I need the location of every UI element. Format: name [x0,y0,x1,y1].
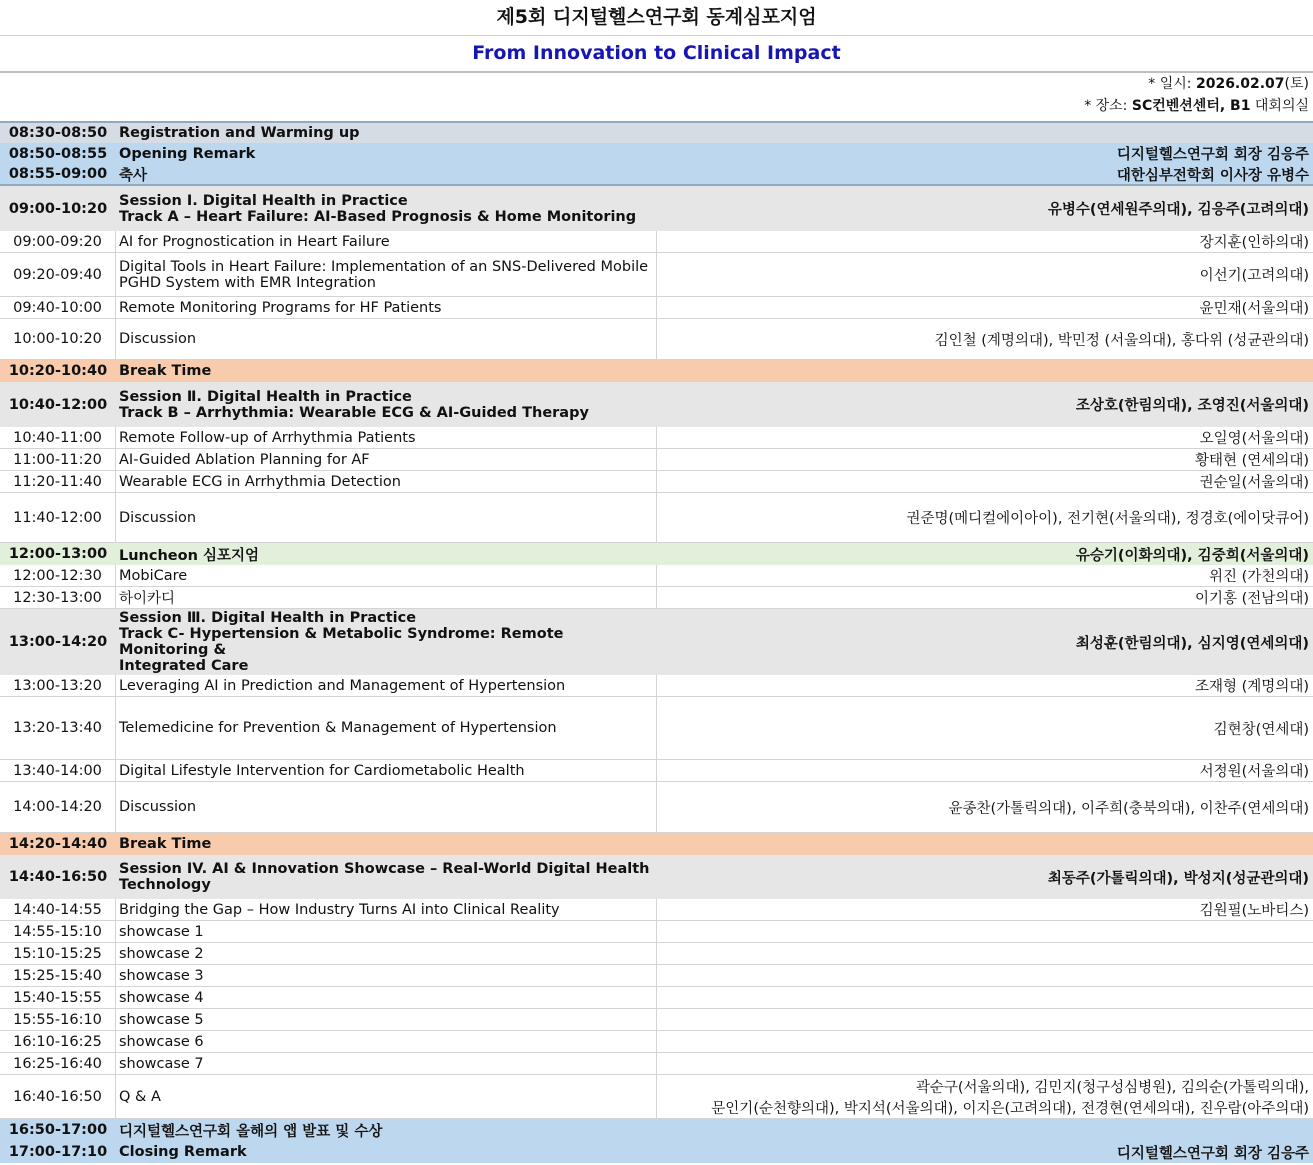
title-line: Session Ⅰ. Digital Health in Practice [119,192,408,209]
speaker-cell [657,1141,1313,1163]
title-cell [116,943,657,964]
time-cell: 10:40-11:00 [0,427,116,448]
speaker-cell [657,143,1313,164]
title-line: Track B – Arrhythmia: Wearable ECG & AI-Guided Therapy [119,404,589,421]
talk-row [0,760,1313,782]
title-cell [116,543,657,565]
speaker-line: 유병수(연세원주의대), 김응주(고려의대) [1047,202,1309,218]
speaker-line: 최성훈(한림의대), 심지영(연세의대) [1075,635,1309,652]
time-cell: 12:00-12:30 [0,565,116,586]
title-line: Discussion [119,331,197,347]
session-3-header [0,609,1313,675]
speaker-cell [657,565,1313,586]
title-line: Remote Follow-up of Arrhythmia Patients [119,429,416,446]
title-cell [116,965,657,986]
showcase-row [0,921,1313,943]
time-cell: 16:50-17:00 [8,1122,108,1138]
time-cell: 09:40-10:00 [0,297,116,318]
talk-row [0,675,1313,697]
title-line: PGHD System with EMR Integration [119,274,376,291]
speaker-line: 디지털헬스연구회 회장 김응주 [1116,147,1309,163]
title-cell [116,471,657,492]
talk-row [0,253,1313,297]
date-value: 2026.02.07 [1195,76,1285,92]
speaker-line: 김현창(연세대) [1213,721,1309,738]
speaker-line: 서정원(서울의대) [1199,764,1309,780]
speaker-cell [657,587,1313,608]
speaker-line: 디지털헬스연구회 회장 김응주 [1116,1145,1309,1162]
title-cell [116,565,657,586]
speaker-cell [657,493,1313,542]
title-line: Remote Monitoring Programs for HF Patients [119,299,442,316]
showcase-row [0,965,1313,987]
showcase-row [0,987,1313,1009]
title-cell [116,449,657,470]
title-line: Digital Lifestyle Intervention for Cardiometabolic Health [119,762,525,779]
time-cell: 15:40-15:55 [0,987,116,1008]
time-cell: 08:30-08:50 [8,125,108,141]
speaker-line: 오일영(서울의대) [1199,431,1309,447]
title-line: Session Ⅲ. Digital Health in Practice [119,610,417,626]
title-line: Luncheon 심포지엄 [119,547,259,564]
speaker-cell [657,782,1313,832]
speaker-line: 곽순구(서울의대), 김민지(청구성심병원), 김의순(가톨릭의대), [915,1079,1309,1096]
speaker-cell [657,231,1313,252]
title-line: Wearable ECG in Arrhythmia Detection [119,473,401,490]
title-line: showcase 6 [119,1033,204,1050]
title-cell [116,675,657,696]
talk-row [0,565,1313,587]
time-cell: 11:00-11:20 [0,449,116,470]
time-cell: 10:20-10:40 [8,363,108,379]
speaker-cell [657,1119,1313,1141]
time-cell: 13:20-13:40 [0,697,116,759]
title-cell [116,493,657,542]
speaker-cell [657,449,1313,470]
speaker-cell [657,253,1313,296]
speaker-cell [657,609,1313,675]
showcase-row [0,1009,1313,1031]
title-cell [116,1119,657,1141]
opening-row [0,143,1313,164]
title-cell [116,855,657,899]
speaker-cell [657,855,1313,899]
title-line: AI for Prognostication in Heart Failure [119,233,390,250]
speaker-cell [657,543,1313,565]
speaker-line: 윤종찬(가톨릭의대), 이주희(충북의대), 이찬주(연세의대) [948,800,1309,817]
title-cell [116,1141,657,1163]
talk-row [0,587,1313,609]
title-line: showcase 7 [119,1055,204,1072]
talk-row [0,899,1313,921]
title-line: MobiCare [119,567,188,584]
talk-row [0,231,1313,253]
time-cell: 09:20-09:40 [0,253,116,296]
title-line: Session Ⅱ. Digital Health in Practice [119,388,412,405]
speaker-cell [657,1031,1313,1052]
title-cell [116,760,657,781]
title-line: Technology [119,877,211,893]
title-cell [116,253,657,296]
title-line: Break Time [119,836,212,852]
title-line: showcase 4 [119,989,204,1006]
speaker-line: 권순일(서울의대) [1199,475,1309,491]
title-line: 축사 [119,167,148,184]
date-label: * 일시: [1148,76,1196,92]
time-cell: 15:10-15:25 [0,943,116,964]
title-line: 디지털헬스연구회 올해의 앱 발표 및 수상 [119,1123,383,1140]
talk-row [0,697,1313,760]
title-cell [116,143,657,164]
title-line: Leveraging AI in Prediction and Management of Hypertension [119,677,566,694]
speaker-line: 황태현 (연세의대) [1195,453,1309,469]
title-line: showcase 1 [119,923,204,940]
time-cell: 14:55-15:10 [0,921,116,942]
title-line: Digital Tools in Heart Failure: Implementation of an SNS-Delivered Mobile [119,258,649,275]
speaker-cell [657,360,1313,382]
speaker-line: 김인철 (계명의대), 박민정 (서울의대), 홍다위 (성균관의대) [934,332,1309,349]
title-cell [116,297,657,318]
speaker-line: 대한심부전학회 이사장 유병수 [1116,167,1309,184]
time-cell: 16:10-16:25 [0,1031,116,1052]
speaker-cell [657,427,1313,448]
speaker-cell [657,697,1313,759]
title-line: Registration and Warming up [119,125,360,141]
time-cell: 14:40-14:55 [0,899,116,920]
speaker-cell [657,1075,1313,1118]
title-cell [116,921,657,942]
title-cell [116,697,657,759]
title-cell [116,360,657,382]
speaker-cell [657,123,1313,143]
time-cell: 12:30-13:00 [0,587,116,608]
award-row [0,1119,1313,1141]
discussion-row [0,319,1313,360]
speaker-cell [657,943,1313,964]
time-cell: 14:40-16:50 [8,869,108,885]
speaker-cell [657,760,1313,781]
speaker-line: 문인기(순천향의대), 박지석(서울의대), 이지은(고려의대), 전경현(연세의대), 진우람(아주의대) [711,1100,1309,1117]
title-line: AI-Guided Ablation Planning for AF [119,451,370,468]
title-cell [116,427,657,448]
title-cell [116,899,657,920]
time-cell: 16:40-16:50 [0,1075,116,1118]
speaker-line: 윤민재(서울의대) [1199,301,1309,317]
speaker-cell [657,382,1313,427]
title-cell [116,833,657,855]
speaker-line: 이기홍 (전남의대) [1195,591,1309,607]
speaker-cell [657,319,1313,359]
title-cell [116,231,657,252]
speaker-cell [657,965,1313,986]
title-cell [116,1009,657,1030]
speaker-line: 조재형 (계명의대) [1195,679,1309,695]
time-cell: 16:25-16:40 [0,1053,116,1074]
time-cell: 14:20-14:40 [8,836,108,852]
time-cell: 13:00-13:20 [0,675,116,696]
title-line: Closing Remark [119,1144,247,1160]
speaker-cell [657,1009,1313,1030]
title-line: Discussion [119,799,197,815]
time-cell: 09:00-10:20 [8,200,108,217]
speaker-cell [657,1053,1313,1074]
session-1-header [0,186,1313,231]
speaker-cell [657,297,1313,318]
venue-value: SC컨벤션센터, B1 [1131,98,1251,114]
speaker-cell [657,186,1313,231]
speaker-line: 유승기(이화의대), 김중희(서울의대) [1075,547,1309,564]
time-cell: 10:00-10:20 [0,319,116,359]
speaker-line: 조상호(한림의대), 조영진(서울의대) [1075,398,1309,414]
page-title: 제5회 디지털헬스연구회 동계심포지엄 [0,0,1313,36]
time-cell: 11:40-12:00 [0,493,116,542]
title-cell [116,123,657,143]
speaker-line: 최동주(가톨릭의대), 박성지(성균관의대) [1047,870,1309,887]
time-cell: 09:00-09:20 [0,231,116,252]
showcase-row [0,1053,1313,1075]
title-cell [116,319,657,359]
title-cell [116,587,657,608]
talk-row [0,449,1313,471]
title-line: showcase 5 [119,1011,204,1028]
venue-label: * 장소: [1084,98,1132,114]
speaker-line: 장지훈(인하의대) [1199,235,1309,251]
time-cell: 12:00-13:00 [8,546,108,562]
speaker-cell [657,164,1313,184]
speaker-line: 위진 (가천의대) [1209,569,1309,585]
discussion-row [0,493,1313,543]
title-line: Track C- Hypertension & Metabolic Syndrome: Remote Monitoring & [119,626,564,658]
qa-row [0,1075,1313,1119]
speaker-cell [657,833,1313,855]
session-4-header [0,855,1313,899]
title-line: Bridging the Gap – How Industry Turns AI into Clinical Reality [119,901,560,918]
title-line: Track A – Heart Failure: AI-Based Prognosis & Home Monitoring [119,208,637,225]
time-cell: 14:00-14:20 [0,782,116,832]
title-cell [116,382,657,427]
luncheon-row [0,543,1313,565]
title-line: Session IV. AI & Innovation Showcase – Real-World Digital Health [119,861,650,877]
break-row [0,360,1313,382]
date-line [1148,73,1309,95]
time-cell: 11:20-11:40 [0,471,116,492]
speaker-cell [657,987,1313,1008]
title-cell [116,1031,657,1052]
congrats-row [0,164,1313,186]
speaker-cell [657,921,1313,942]
time-cell: 13:40-14:00 [0,760,116,781]
closing-row [0,1141,1313,1163]
showcase-row [0,1031,1313,1053]
title-line: Opening Remark [119,145,256,162]
title-line: showcase 3 [119,967,204,984]
speaker-cell [657,899,1313,920]
time-cell: 13:00-14:20 [8,634,108,650]
title-cell [116,987,657,1008]
break-row [0,833,1313,855]
venue-line [1084,95,1309,117]
title-line: Break Time [119,363,212,379]
page-subtitle: From Innovation to Clinical Impact [0,35,1313,73]
title-line: Q & A [119,1088,161,1105]
title-cell [116,782,657,832]
speaker-line: 이선기(고려의대) [1199,268,1309,284]
title-cell [116,186,657,231]
time-cell: 08:50-08:55 [8,145,108,162]
title-line: Discussion [119,509,197,526]
title-cell [116,164,657,184]
time-cell: 15:55-16:10 [0,1009,116,1030]
showcase-row [0,943,1313,965]
talk-row [0,471,1313,493]
time-cell: 17:00-17:10 [8,1144,108,1160]
title-cell [116,609,657,675]
speaker-cell [657,471,1313,492]
title-line: showcase 2 [119,945,204,962]
title-cell [116,1053,657,1074]
time-cell: 15:25-15:40 [0,965,116,986]
talk-row [0,297,1313,319]
speaker-line: 김원필(노바티스) [1199,903,1309,919]
venue-suffix: 대회의실 [1250,98,1309,114]
speaker-line: 권준명(메디컬에이아이), 전기현(서울의대), 정경호(에이닷큐어) [906,511,1309,527]
session-2-header [0,382,1313,427]
discussion-row [0,782,1313,833]
title-line: 하이카디 [119,591,176,607]
date-suffix: (토) [1284,76,1309,92]
time-cell: 08:55-09:00 [8,166,108,182]
speaker-cell [657,675,1313,696]
title-line: Telemedicine for Prevention & Management of Hypertension [119,720,557,736]
registration-row [0,121,1313,143]
title-line: Integrated Care [119,658,249,674]
title-cell [116,1075,657,1118]
talk-row [0,427,1313,449]
time-cell: 10:40-12:00 [8,396,108,413]
